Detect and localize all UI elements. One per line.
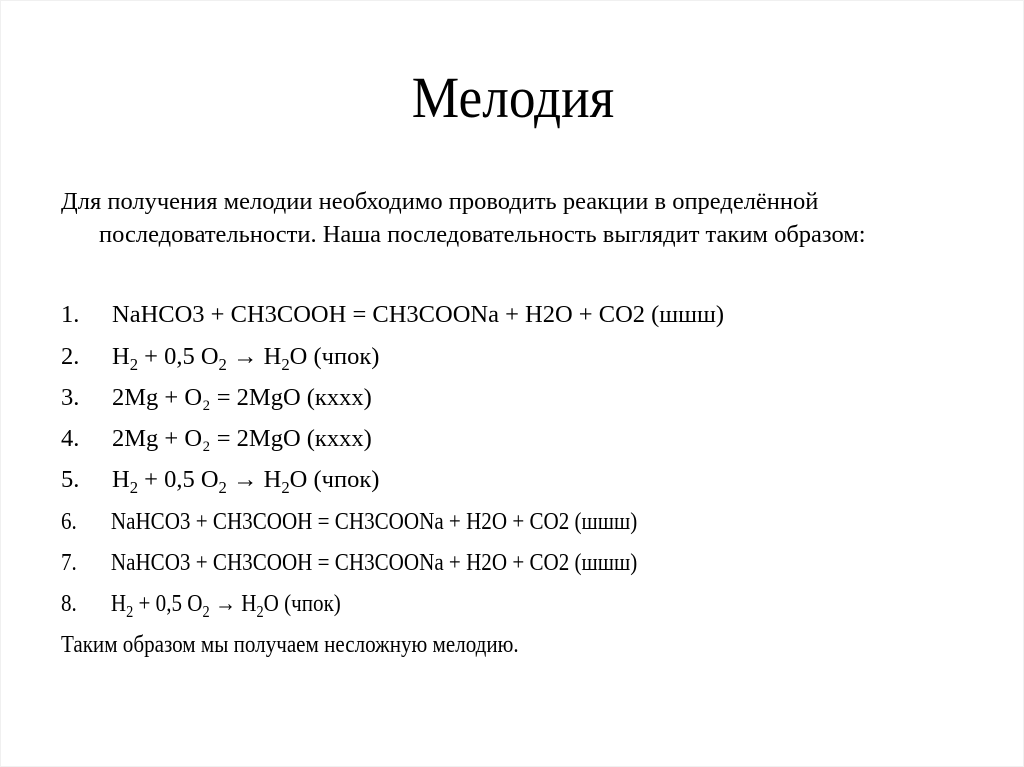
reaction-text: $H_2 + 0,5$ $O_2 \to H_2O$ (чпок) [112, 343, 380, 374]
item-number: 2. [61, 343, 80, 370]
item-number: 4. [61, 425, 80, 452]
conclusion-text: Таким образом мы получаем несложную мелодию. [61, 631, 519, 658]
list-item [61, 543, 637, 583]
slide-title: Мелодия [411, 65, 615, 130]
reaction-text: 2Mg + O₂ = 2MgO (кххх) [112, 384, 372, 411]
reaction-text: $H_2 + 0,5$ $O_2 \to H_2O$ (чпок) [112, 466, 380, 497]
item-number: 8. [61, 590, 77, 617]
list-item [61, 419, 372, 459]
intro-paragraph: Для получения мелодии необходимо проводить реакции в определённой последовательности. Наша последовательность выглядит таким образом: [61, 188, 866, 248]
reaction-text: 2Mg + O₂ = 2MgO (кххх) [112, 425, 372, 452]
item-number: 7. [61, 549, 77, 576]
list-item [61, 460, 379, 500]
item-number: 6. [61, 508, 77, 535]
list-item [61, 295, 724, 335]
reaction-text: NaHCO3 + CH3COOH = CH3COONa + H2O + CO2 (шшш) [112, 301, 725, 328]
item-number: 5. [61, 466, 80, 493]
item-number: 1. [61, 301, 80, 328]
list-item [61, 337, 379, 377]
reaction-text: NaHCO3 + CH3COOH = CH3COONa + H2O + CO2 (шшш) [110, 508, 638, 535]
list-item [61, 584, 341, 624]
reaction-text: $H_2 + 0,5$ $O_2 \to H_2O$ (чпок) [110, 590, 341, 621]
reaction-text: NaHCO3 + CH3COOH = CH3COONa + H2O + CO2 (шшш) [110, 549, 638, 576]
item-number: 3. [61, 384, 80, 411]
list-item [61, 378, 372, 418]
list-item [61, 502, 637, 542]
slide-body [61, 185, 981, 658]
reaction-list [61, 295, 981, 695]
